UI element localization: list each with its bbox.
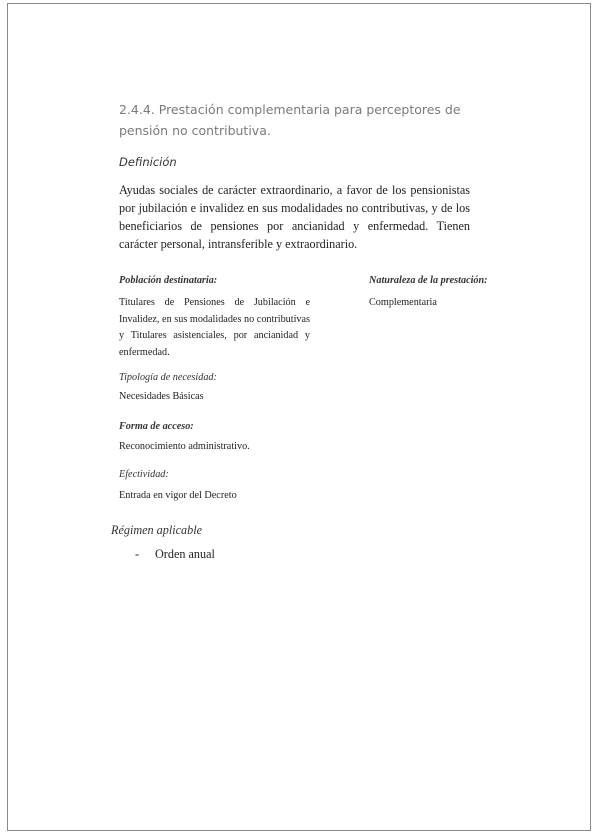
tipologia-label: Tipología de necesidad: — [119, 372, 217, 383]
regimen-list — [135, 546, 215, 563]
definition-heading: Definición — [119, 155, 177, 169]
tipologia-value: Necesidades Básicas — [119, 391, 204, 402]
efectividad-value: Entrada en vigor del Decreto — [119, 490, 237, 501]
forma-label: Forma de acceso: — [119, 421, 194, 432]
list-item — [135, 546, 215, 563]
efectividad-label: Efectividad: — [119, 469, 169, 480]
definition-body: Ayudas sociales de carácter extraordinario, a favor de los pensionistas por jubilación e invalidez en sus modalidades no contributivas, y de los beneficiarios de pensiones por ancianidad y enfermedad. Tienen carácter personal, intransferible y extraordinario. — [119, 183, 470, 251]
list-item-text: Orden anual — [155, 547, 215, 561]
naturaleza-label: Naturaleza de la prestación: — [369, 275, 488, 286]
section-title: 2.4.4. Prestación complementaria para perceptores de pensión no contributiva. — [119, 102, 461, 138]
poblacion-label: Población destinataria: — [119, 275, 218, 286]
regimen-heading: Régimen aplicable — [111, 523, 203, 537]
poblacion-value: Titulares de Pensiones de Jubilación e Invalidez, en sus modalidades no contributivas y Titulares asistenciales, por ancianidad y enfermedad. — [119, 297, 310, 358]
forma-value: Reconocimiento administrativo. — [119, 441, 250, 452]
naturaleza-value: Complementaria — [369, 297, 437, 308]
dash-bullet: - — [135, 547, 140, 561]
